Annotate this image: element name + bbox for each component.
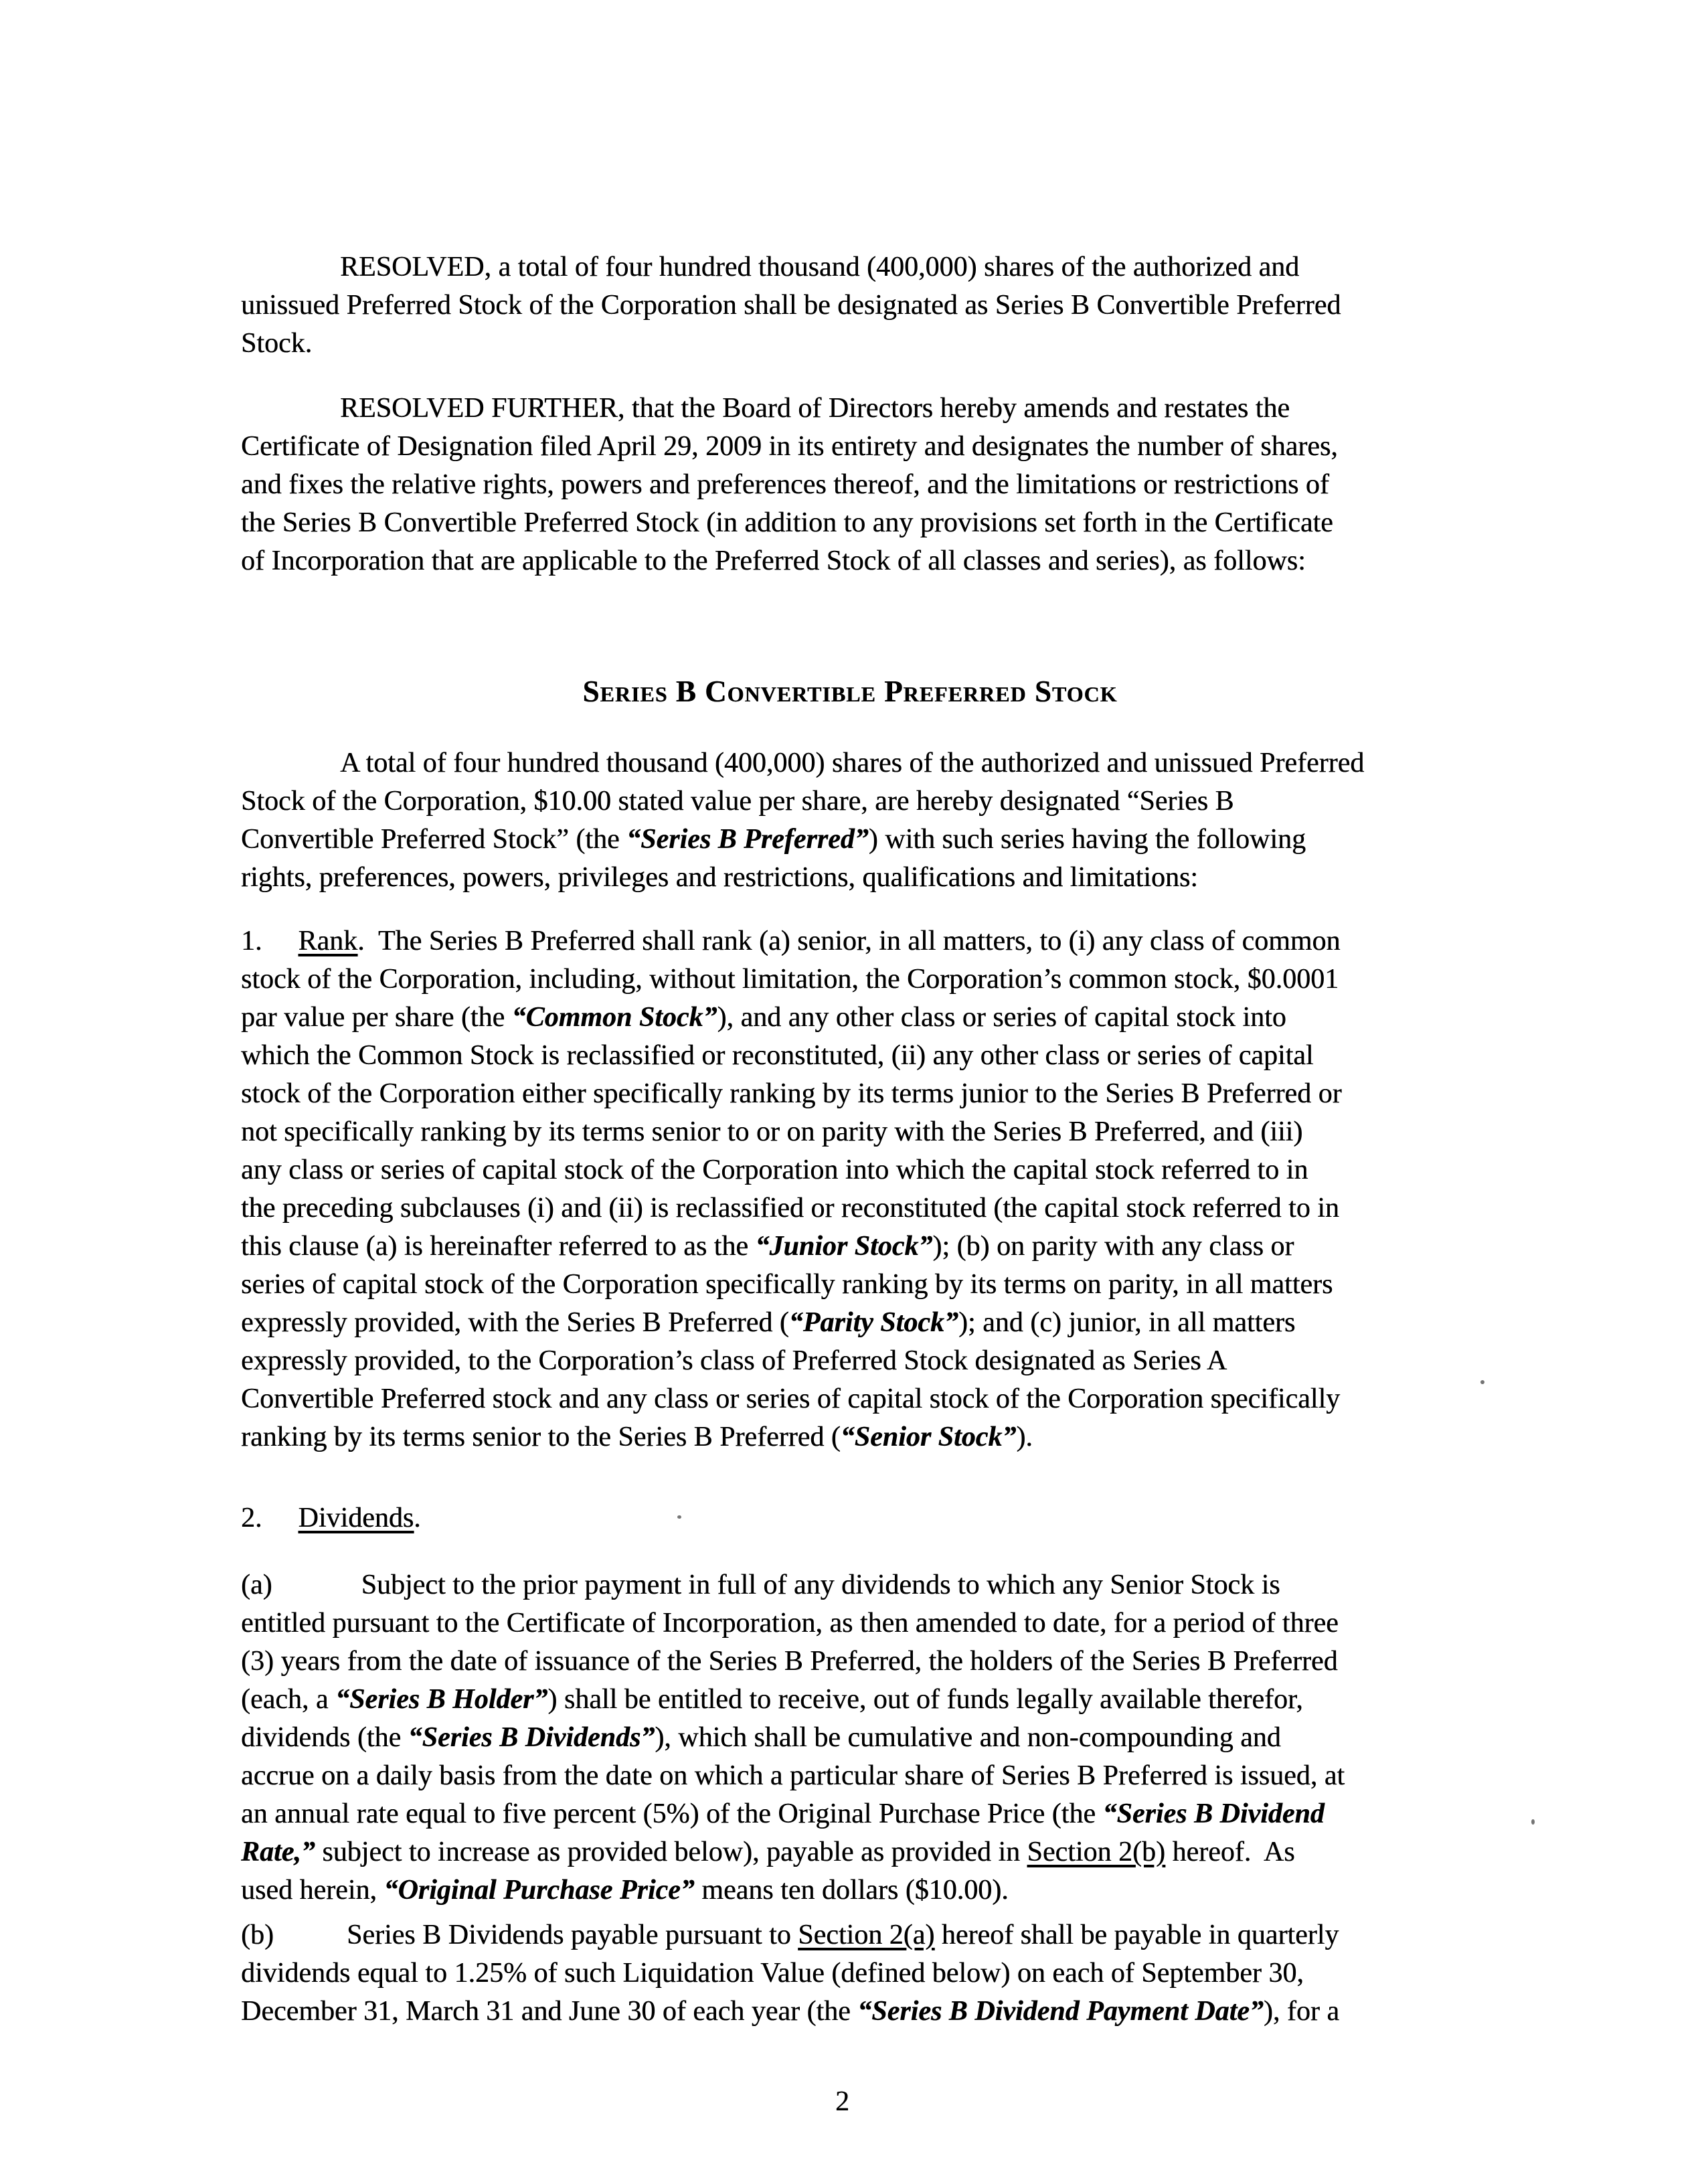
text-run: ); (b) on parity with any class or — [932, 1231, 1294, 1262]
tab-spacer — [241, 416, 340, 417]
text-line — [241, 1499, 1539, 1537]
text-line — [241, 542, 1539, 580]
tab-spacer — [262, 949, 299, 950]
text-line — [241, 1833, 1539, 1871]
tab-spacer — [272, 1593, 361, 1594]
text-run: hereof shall be payable in quarterly — [934, 1920, 1339, 1950]
text-run: ), and any other class or series of capital stock into — [717, 1002, 1286, 1033]
text-run: “Series B Preferred” — [626, 824, 869, 855]
text-run: December 31, March 31 and June 30 of each year (the — [241, 1996, 858, 2027]
text-line — [241, 1189, 1539, 1228]
text-run: the Series B Convertible Preferred Stock (in addition to any provisions set forth in the Certificate — [241, 507, 1333, 538]
tab-spacer — [274, 1943, 347, 1944]
text-run: ); and (c) junior, in all matters — [958, 1307, 1296, 1338]
text-line — [241, 1643, 1539, 1681]
text-run: ), for a — [1263, 1996, 1339, 2027]
text-run: Dividends — [298, 1503, 414, 1533]
text-run: which the Common Stock is reclassified or reconstituted, (ii) any other class or series of capital — [241, 1040, 1314, 1071]
text-line — [241, 1916, 1539, 1954]
text-run: expressly provided, with the Series B Preferred ( — [241, 1307, 789, 1338]
text-run: (each, a — [241, 1684, 336, 1715]
text-run: . The Series B Preferred shall rank (a) senior, in all matters, to (i) any class of common — [357, 926, 1341, 956]
text-run: subject to increase as provided below), payable as provided in — [315, 1837, 1027, 1867]
text-run: (b) — [241, 1920, 274, 1950]
text-run: 2. — [241, 1503, 262, 1533]
text-run: Subject to the prior payment in full of any dividends to which any Senior Stock is — [361, 1570, 1280, 1600]
text-run: an annual rate equal to five percent (5%) of the Original Purchase Price (the — [241, 1798, 1103, 1829]
text-line — [241, 1681, 1539, 1719]
text-line — [241, 922, 1539, 960]
text-line — [241, 1380, 1539, 1418]
text-run: stock of the Corporation, including, without limitation, the Corporation’s common stock, $0.0001 — [241, 964, 1339, 995]
text-line — [241, 821, 1539, 859]
text-line — [241, 390, 1539, 428]
tab-spacer — [262, 1526, 299, 1527]
text-run: used herein, — [241, 1875, 384, 1906]
text-line — [241, 1037, 1539, 1075]
text-run: Stock. — [241, 328, 313, 359]
text-run: Series B Dividends payable pursuant to — [346, 1920, 798, 1950]
text-run: RESOLVED, a total of four hundred thousand (400,000) shares of the authorized and — [340, 252, 1300, 282]
section-2-dividends-heading — [241, 1499, 1539, 1537]
text-line — [241, 1075, 1539, 1113]
text-run: ). — [1016, 1422, 1033, 1452]
tab-spacer — [241, 275, 340, 276]
text-run: (3) years from the date of issuance of the Series B Preferred, the holders of the Series B Preferred — [241, 1646, 1338, 1677]
text-line — [241, 504, 1539, 542]
text-line — [241, 428, 1539, 466]
text-line — [241, 1304, 1539, 1342]
text-run: not specifically ranking by its terms senior to or on parity with the Series B Preferred, and (iii) — [241, 1116, 1303, 1147]
text-line — [241, 1566, 1539, 1604]
text-run: par value per share (the — [241, 1002, 512, 1033]
text-line — [241, 1795, 1539, 1833]
text-line — [241, 859, 1539, 897]
section-2b — [241, 1916, 1539, 2031]
text-line — [241, 999, 1539, 1037]
text-run: RESOLVED FURTHER, that the Board of Directors hereby amends and restates the — [340, 393, 1290, 424]
page-number: 2 — [835, 2086, 849, 2117]
text-run: and fixes the relative rights, powers and preferences thereof, and the limitations or restrictions of — [241, 469, 1329, 500]
text-line — [241, 248, 1539, 286]
section-2a — [241, 1566, 1539, 1910]
text-line — [241, 1993, 1539, 2031]
text-run: 1. — [241, 926, 262, 956]
text-line — [241, 1342, 1539, 1380]
text-line — [241, 286, 1539, 325]
text-run: the preceding subclauses (i) and (ii) is reclassified or reconstituted (the capital stock referred to in — [241, 1193, 1339, 1224]
text-run: entitled pursuant to the Certificate of Incorporation, as then amended to date, for a period of three — [241, 1608, 1339, 1639]
text-run: Stock of the Corporation, $10.00 stated value per share, are hereby designated “Series B — [241, 786, 1234, 817]
text-line — [241, 1151, 1539, 1189]
paragraph-resolved-further — [241, 390, 1539, 580]
text-run: A total of four hundred thousand (400,000) shares of the authorized and unissued Preferred — [340, 748, 1365, 778]
text-run: “Junior Stock” — [755, 1231, 933, 1262]
text-run: accrue on a daily basis from the date on which a particular share of Series B Preferred is issued, at — [241, 1760, 1345, 1791]
text-run: “Series B Dividend — [1102, 1798, 1325, 1829]
text-line — [241, 1228, 1539, 1266]
text-run: dividends equal to 1.25% of such Liquidation Value (defined below) on each of September 30, — [241, 1958, 1304, 1989]
text-run: “Series B Dividend Payment Date” — [857, 1996, 1264, 2027]
text-run: “Parity Stock” — [788, 1307, 958, 1338]
text-run: ) with such series having the following — [868, 824, 1306, 855]
text-run: . — [414, 1503, 421, 1533]
text-run: “Series B Dividends” — [408, 1722, 655, 1753]
text-run: Section 2(a) — [798, 1920, 935, 1950]
text-run: ), which shall be cumulative and non-compounding and — [655, 1722, 1281, 1753]
text-run: Rank — [298, 926, 358, 956]
text-run: of Incorporation that are applicable to the Preferred Stock of all classes and series), as follows: — [241, 545, 1306, 576]
text-run: (a) — [241, 1570, 272, 1600]
tab-spacer — [241, 771, 340, 772]
text-line — [241, 1757, 1539, 1795]
heading-series-b-convertible-preferred-stock: Series B Convertible Preferred Stock — [582, 675, 1118, 708]
text-run: ) shall be entitled to receive, out of funds legally available therefor, — [547, 1684, 1303, 1715]
text-run: any class or series of capital stock of the Corporation into which the capital stock referred to in — [241, 1155, 1308, 1185]
paragraph-designation — [241, 744, 1539, 897]
text-run: “Senior Stock” — [840, 1422, 1017, 1452]
text-line — [241, 325, 1539, 363]
text-line — [241, 466, 1539, 504]
text-run: Rate,” — [241, 1837, 315, 1867]
text-line — [241, 1604, 1539, 1643]
text-run: Convertible Preferred Stock” (the — [241, 824, 627, 855]
text-line — [241, 1113, 1539, 1151]
text-run: dividends (the — [241, 1722, 408, 1753]
text-run: rights, preferences, powers, privileges and restrictions, qualifications and limitations: — [241, 862, 1198, 893]
text-run: means ten dollars ($10.00). — [694, 1875, 1009, 1906]
text-run: series of capital stock of the Corporation specifically ranking by its terms on parity, in all matters — [241, 1269, 1333, 1300]
paragraph-resolved — [241, 248, 1539, 363]
section-1-rank — [241, 922, 1539, 1456]
text-line — [241, 1954, 1539, 1993]
text-run: ranking by its terms senior to the Series B Preferred ( — [241, 1422, 841, 1452]
text-run: “Series B Holder” — [335, 1684, 548, 1715]
text-line — [241, 1871, 1539, 1910]
text-run: this clause (a) is hereinafter referred to as the — [241, 1231, 756, 1262]
text-run: Convertible Preferred stock and any class or series of capital stock of the Corporation specifically — [241, 1383, 1341, 1414]
text-line — [241, 960, 1539, 999]
text-line — [241, 1266, 1539, 1304]
text-run: Certificate of Designation filed April 29, 2009 in its entirety and designates the number of shares, — [241, 431, 1338, 462]
text-run: stock of the Corporation either specifically ranking by its terms junior to the Series B Preferred or — [241, 1078, 1342, 1109]
text-line — [241, 1418, 1539, 1456]
text-run: “Common Stock” — [511, 1002, 717, 1033]
text-line — [241, 1719, 1539, 1757]
text-line — [241, 782, 1539, 821]
text-run: hereof. As — [1165, 1837, 1295, 1867]
text-run: Section 2(b) — [1027, 1837, 1165, 1867]
text-run: “Original Purchase Price” — [384, 1875, 695, 1906]
text-line — [241, 744, 1539, 782]
text-run: expressly provided, to the Corporation’s class of Preferred Stock designated as Series A — [241, 1345, 1227, 1376]
text-run: unissued Preferred Stock of the Corporation shall be designated as Series B Convertible Preferred — [241, 290, 1341, 321]
